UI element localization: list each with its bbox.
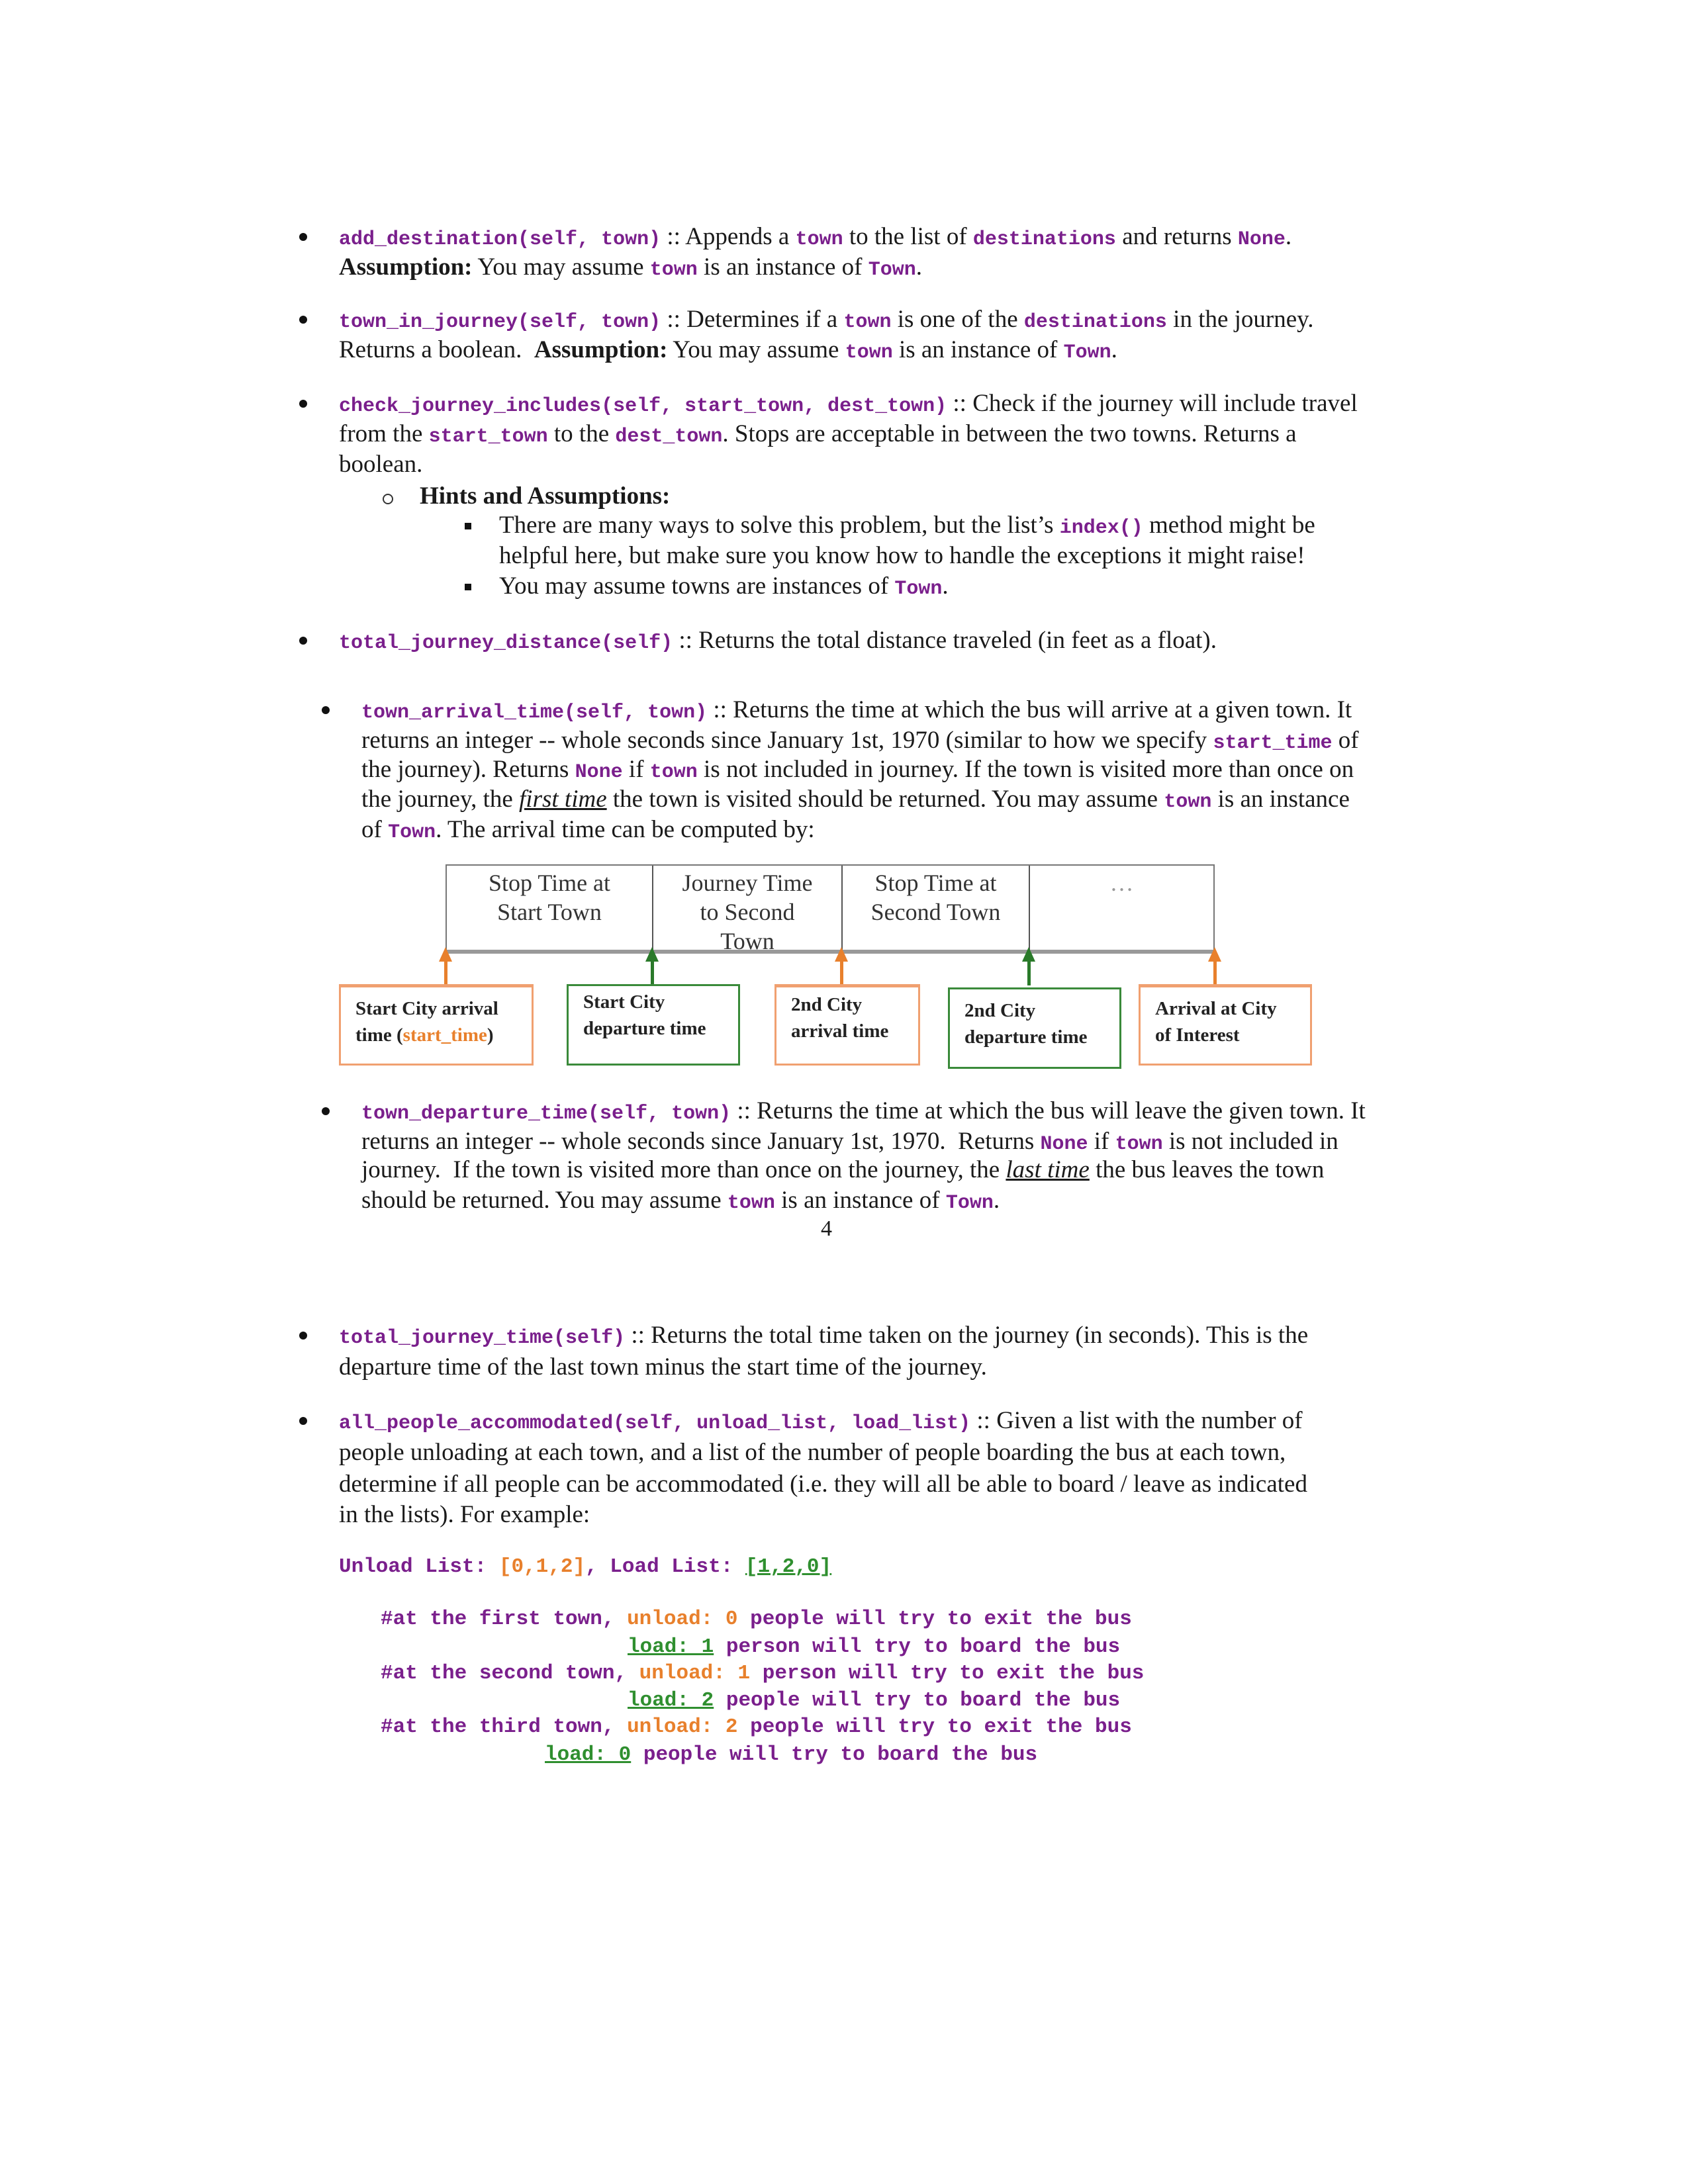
text-segment: is one of the [891, 306, 1024, 333]
bullet [322, 1107, 330, 1115]
text-segment: unload: 2 [627, 1715, 738, 1739]
text-segment: last time [1006, 1156, 1090, 1183]
code-text: person will try to exit the bus [750, 1662, 1145, 1685]
bullet [299, 316, 307, 324]
code-text: None [575, 761, 623, 784]
text-segment: :: Appends a [661, 223, 796, 250]
total-time-line [339, 1321, 1308, 1353]
text-segment: in the lists). For example: [339, 1501, 590, 1528]
box-text [964, 997, 1119, 1024]
cell-text: Start Town [497, 899, 602, 925]
text-segment: :: Returns the total time taken on the journey (in seconds). This is the [625, 1322, 1309, 1349]
box-text [964, 1024, 1119, 1050]
code-text: town [845, 341, 893, 364]
arrival-time-line [361, 785, 1350, 817]
arrow-up-icon [444, 954, 447, 985]
text-segment: :: Returns the total distance traveled (in feet as a float). [673, 627, 1217, 654]
text-segment: is an instance of [892, 336, 1064, 363]
code-text: None [1237, 228, 1286, 251]
box-text [583, 989, 738, 1015]
box-text [355, 995, 532, 1022]
bullet [299, 1417, 307, 1425]
text-segment: ) [487, 1024, 494, 1046]
code-line [381, 1661, 1144, 1687]
cell-text: Stop Time at [874, 870, 997, 896]
arrival-time-line [361, 815, 815, 847]
bullet [299, 1332, 307, 1340]
text-segment: departure time [583, 1018, 706, 1039]
code-text: Town [1063, 341, 1111, 364]
bullet [322, 706, 330, 714]
text-segment: Hints and Assumptions: [420, 482, 671, 510]
text-segment: determine if all people can be accommodated (i.e. they will all be able to board / leave as indicated [339, 1471, 1307, 1498]
box-text [791, 1018, 918, 1044]
text-segment: is not included in [1162, 1128, 1338, 1155]
code-text: people will try to board the bus [714, 1689, 1121, 1712]
text-segment: is an instance of [774, 1187, 946, 1214]
bullet [299, 400, 307, 408]
text-segment: Arrival at City [1155, 998, 1277, 1019]
departure-time-line [361, 1186, 1000, 1218]
arrival-time-line [361, 726, 1359, 758]
check-journey-line [339, 450, 422, 479]
start-arrival-box [339, 984, 534, 1066]
code-text: town [727, 1192, 775, 1214]
arrow-up-icon [840, 954, 843, 985]
text-segment: returns an integer -- whole seconds since January 1st, 1970 (similar to how we specify [361, 727, 1213, 754]
text-segment: There are many ways to solve this problem, but the list’s [499, 512, 1060, 539]
bullet [299, 233, 307, 241]
code-text: all_people_accommodated(self, unload_list, load_list) [339, 1412, 971, 1435]
text-segment: You may assume towns are instances of [499, 572, 895, 600]
code-text: people will try to board the bus [631, 1743, 1038, 1766]
text-segment: departure time [964, 1026, 1088, 1048]
code-text: people will try to exit the bus [737, 1715, 1132, 1739]
text-segment: You may assume [667, 336, 845, 363]
timeline-box [445, 864, 1215, 954]
arrival-interest-box [1139, 984, 1312, 1066]
start-departure-box [567, 984, 740, 1066]
text-segment: . [1285, 223, 1292, 250]
cell-text: Stop Time at [488, 870, 611, 896]
code-text: town [843, 311, 892, 334]
text-segment: to the list of [843, 223, 973, 250]
code-text: total_journey_distance(self) [339, 632, 673, 655]
code-text: person will try to board the bus [714, 1635, 1121, 1659]
code-text: town_departure_time(self, town) [361, 1103, 731, 1125]
example-lists [339, 1554, 831, 1580]
text-segment: load: 1 [628, 1635, 714, 1659]
text-segment: is an instance of [697, 253, 868, 281]
hint-line [499, 541, 1305, 570]
add-destination-line [339, 222, 1291, 254]
text-segment: if [622, 756, 650, 783]
text-segment: if [1088, 1128, 1115, 1155]
sub-bullet [383, 494, 393, 504]
text-segment: time ( [355, 1024, 403, 1046]
code-text: town [1164, 791, 1212, 813]
code-text: , Load List: [585, 1555, 745, 1578]
second-arrival-box [774, 984, 920, 1066]
code-line [381, 1606, 1132, 1633]
code-text: start_town [428, 426, 548, 448]
sub-sub-bullet [465, 584, 471, 590]
timeline-cell [447, 866, 653, 951]
code-text: town_arrival_time(self, town) [361, 702, 708, 724]
bullet [299, 637, 307, 645]
town-in-journey-line [339, 336, 1117, 367]
timeline-cell [1030, 866, 1213, 951]
arrival-time-line [361, 696, 1352, 727]
code-text: town [649, 259, 698, 281]
text-segment: should be returned. You may assume [361, 1187, 727, 1214]
code-line [381, 1714, 1132, 1741]
arrow-up-icon [1213, 954, 1217, 985]
arrow-up-icon [1027, 954, 1031, 985]
text-segment: [0,1,2] [498, 1555, 586, 1578]
text-segment: and returns [1115, 223, 1238, 250]
check-journey-line [339, 420, 1297, 451]
text-segment: is not included in journey. If the town is visited more than once on [697, 756, 1354, 783]
code-text: add_destination(self, town) [339, 228, 661, 251]
accommodated-line [339, 1470, 1307, 1499]
text-segment: first time [519, 786, 607, 813]
timeline-cell [653, 866, 843, 954]
cell-text: Journey Time [682, 870, 813, 896]
accommodated-line [339, 1406, 1303, 1438]
text-segment: is an instance [1211, 786, 1350, 813]
text-segment: Assumption: [339, 253, 473, 281]
code-text: #at the third town, [381, 1715, 628, 1739]
text-segment: the journey, the [361, 786, 520, 813]
text-segment: helpful here, but make sure you know how to handle the exceptions it might raise! [499, 542, 1305, 569]
hint-line [499, 511, 1315, 543]
code-text: start_time [1213, 732, 1333, 754]
code-text: Town [894, 578, 943, 600]
text-segment: You may assume [472, 253, 650, 281]
code-text: index() [1059, 517, 1143, 539]
code-text: town [1115, 1133, 1163, 1156]
text-segment: of [361, 816, 389, 843]
text-segment: the journey). Returns [361, 756, 575, 783]
box-text [583, 1015, 738, 1042]
text-segment: . The arrival time can be computed by: [436, 816, 815, 843]
text-segment: . [1111, 336, 1117, 363]
add-destination-line [339, 253, 922, 285]
cell-text: Town [720, 928, 774, 954]
text-segment: people unloading at each town, and a list of the number of people boarding the bus at each town, [339, 1439, 1286, 1466]
text-segment: :: Check if the journey will include travel [947, 390, 1358, 417]
code-text: destinations [1023, 311, 1167, 334]
box-text [791, 991, 918, 1018]
text-segment: method might be [1143, 512, 1315, 539]
text-segment: :: Returns the time at which the bus will arrive at a given town. It [707, 696, 1352, 723]
accommodated-line [339, 1500, 590, 1529]
code-text: Unload List: [339, 1555, 499, 1578]
text-segment: arrival time [791, 1021, 889, 1042]
text-segment: start_time [402, 1024, 487, 1046]
code-text: check_journey_includes(self, start_town, dest_town) [339, 395, 947, 418]
timeline-cell [843, 866, 1030, 951]
code-text: town [795, 228, 843, 251]
code-text: people will try to exit the bus [737, 1608, 1132, 1631]
cell-text: Second Town [870, 899, 1001, 925]
text-segment: journey. If the town is visited more than once on the journey, the [361, 1156, 1006, 1183]
sub-sub-bullet [465, 523, 471, 529]
text-segment: of [1332, 727, 1359, 754]
accommodated-line [339, 1438, 1286, 1467]
text-segment: to the [547, 420, 616, 447]
page-number: 4 [821, 1216, 832, 1241]
cell-text: … [1109, 870, 1134, 896]
text-segment: . [993, 1187, 1000, 1214]
total-time-line [339, 1353, 987, 1382]
text-segment: Returns a boolean. [339, 336, 534, 363]
text-segment: 2nd City [964, 1000, 1036, 1021]
box-text [355, 1022, 532, 1048]
code-line [545, 1742, 1037, 1768]
text-segment: in the journey. [1166, 306, 1314, 333]
box-text [1155, 995, 1310, 1022]
arrow-up-icon [651, 954, 654, 985]
text-segment: . Stops are acceptable in between the two towns. Returns a [722, 420, 1297, 447]
text-segment: Assumption: [534, 336, 668, 363]
text-segment: :: Returns the time at which the bus will leave the given town. It [731, 1097, 1366, 1124]
code-text: Town [868, 259, 916, 281]
cell-text: to Second [700, 899, 795, 925]
text-segment: 2nd City [791, 994, 863, 1015]
text-segment: the town is visited should be returned. You may assume [606, 786, 1164, 813]
town-in-journey-line [339, 305, 1314, 337]
second-departure-box [948, 987, 1121, 1069]
total-distance-line [339, 626, 1217, 658]
code-text: town_in_journey(self, town) [339, 311, 661, 334]
code-line [628, 1634, 1120, 1661]
text-segment: unload: 0 [627, 1608, 738, 1631]
code-text: Town [945, 1192, 994, 1214]
text-segment: of Interest [1155, 1024, 1240, 1046]
code-text: dest_town [615, 426, 723, 448]
arrival-time-line [361, 755, 1354, 787]
text-segment: . [915, 253, 922, 281]
departure-time-line [361, 1097, 1366, 1128]
code-text: Town [388, 821, 436, 844]
code-text: None [1040, 1133, 1088, 1156]
code-text: #at the second town, [381, 1662, 639, 1685]
code-text: total_journey_time(self) [339, 1327, 626, 1349]
text-segment: departure time of the last town minus the start time of the journey. [339, 1353, 987, 1381]
text-segment: load: 0 [545, 1743, 632, 1766]
departure-time-line [361, 1156, 1324, 1185]
hint-line [499, 572, 949, 604]
code-text: destinations [972, 228, 1116, 251]
code-text: town [649, 761, 698, 784]
text-segment: Start City arrival [355, 998, 498, 1019]
text-segment: returns an integer -- whole seconds since January 1st, 1970. Returns [361, 1128, 1041, 1155]
text-segment: unload: 1 [639, 1662, 751, 1685]
code-text: #at the first town, [381, 1608, 628, 1631]
text-segment: :: Determines if a [661, 306, 844, 333]
text-segment: :: Given a list with the number of [970, 1407, 1303, 1434]
text-segment: Start City [583, 991, 665, 1013]
text-segment: . [942, 572, 949, 600]
check-journey-line [339, 389, 1358, 421]
text-segment: from the [339, 420, 429, 447]
departure-time-line [361, 1127, 1338, 1159]
text-segment: the bus leaves the town [1089, 1156, 1325, 1183]
text-segment: [1,2,0] [745, 1555, 832, 1578]
hints-heading [420, 482, 670, 511]
box-text [1155, 1022, 1310, 1048]
text-segment: boolean. [339, 451, 423, 478]
code-line [628, 1688, 1120, 1714]
text-segment: load: 2 [628, 1689, 714, 1712]
